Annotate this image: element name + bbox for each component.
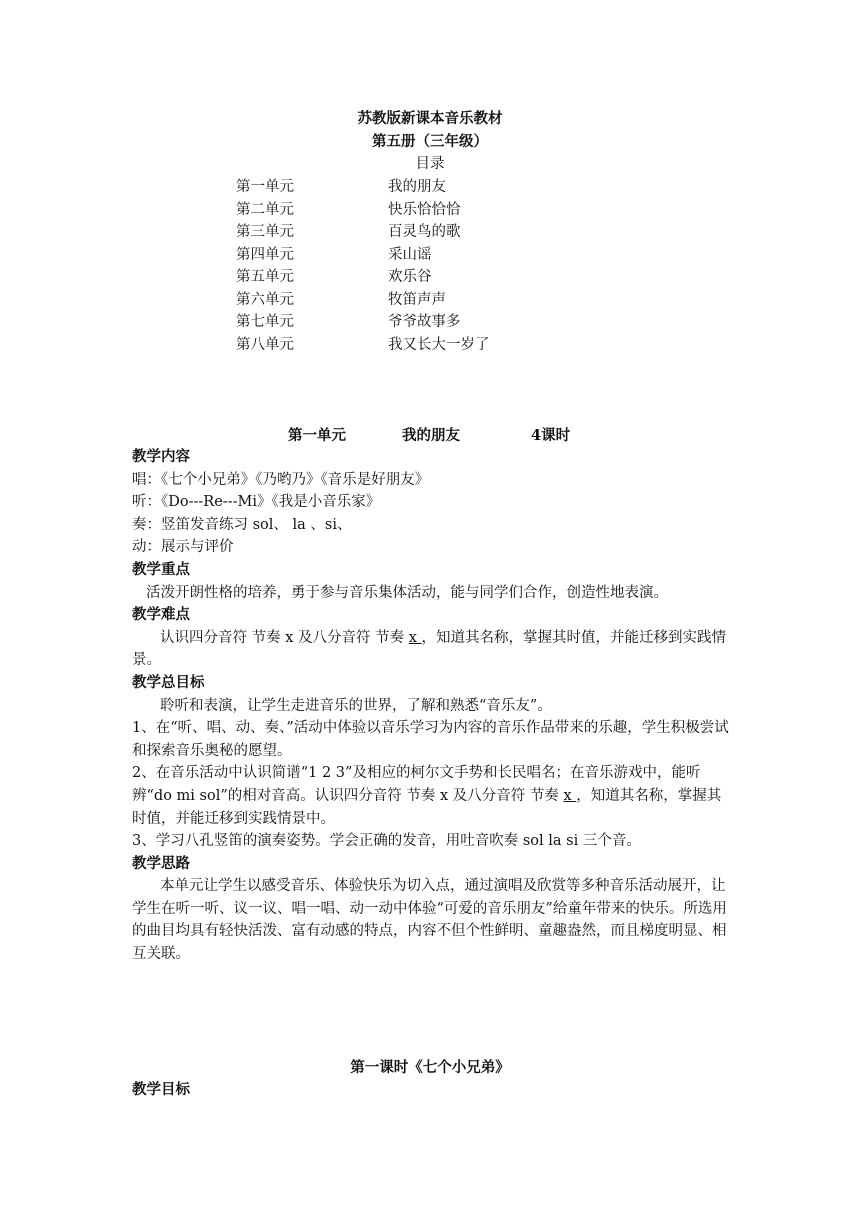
toc-row [236,244,636,267]
focus-text: 活泼开朗性格的培养，勇于参与音乐集体活动，能与同学们合作，创造性地表演。 [146,584,668,601]
toc-row [236,221,636,244]
toc-name: 我的朋友 [388,179,446,195]
content-line: 动：展示与评价 [132,539,234,556]
document-title: 苏教版新课本音乐教材 [357,110,503,127]
goal-2-b: ，知道其名称，掌握其时值，并能迁移到实践情景中。 [132,787,722,827]
goals-intro: 聆听和表演，让学生走进音乐的世界，了解和熟悉“音乐友”。 [160,697,552,714]
toc-name: 采山谣 [388,246,432,263]
focus-heading: 教学重点 [132,560,190,578]
toc-name: 欢乐谷 [388,269,432,285]
goal-item: 3、学习八孔竖笛的演奏姿势。学会正确的发音，用吐音吹奏 sol la si 三个音。 [132,833,641,850]
toc-name: 百灵鸟的歌 [388,224,461,240]
content-line: 奏：竖笛发音练习 sol、 la 、si、 [132,516,352,533]
toc-unit: 第二单元 [236,201,294,218]
toc-row [236,266,636,289]
table-of-contents [236,176,636,356]
goals-heading: 教学总目标 [132,673,205,691]
content-line: 听：《Do---Re---Mi》《我是小音乐家》 [132,494,381,511]
toc-name: 爷爷故事多 [388,314,461,330]
unit-body [132,446,730,966]
toc-name: 快乐恰恰恰 [388,201,461,218]
unit-heading [0,424,860,444]
lesson-title: 第一课时《七个小兄弟》 [350,1059,510,1076]
difficulty-heading: 教学难点 [132,606,190,624]
content-heading: 教学内容 [132,448,190,465]
toc-unit: 第七单元 [236,314,294,330]
toc-name: 牧笛声声 [388,291,446,308]
toc-unit: 第八单元 [236,336,294,353]
toc-row [236,334,636,357]
toc-unit: 第六单元 [236,291,294,308]
toc-row [236,289,636,312]
difficulty-text [132,627,730,672]
toc-unit: 第三单元 [236,224,294,240]
toc-name: 我又长大一岁了 [388,336,490,353]
toc-unit: 第一单元 [236,179,294,195]
idea-heading: 教学思路 [132,854,190,872]
unit-hours: 4课时 [531,427,571,444]
eighth-note-x: x [408,629,422,646]
toc-unit: 第五单元 [236,269,294,285]
document-subtitle: 第五册（三年级） [372,133,488,150]
idea-text: 本单元让学生以感受音乐、体验快乐为切入点，通过演唱及欣赏等多种音乐活动展开，让学生在听一听、议一议、唱一唱、动一动中体验“可爱的音乐朋友”给童年带来的快乐。所选用的曲目均具有轻快活泼、富有动感的特点，内容不但个性鲜明、童趣盎然，而且梯度明显、相互关联。 [132,878,727,963]
eighth-note-x: x [563,787,577,804]
toc-row [236,199,636,222]
goal-item: 1、在“听、唱、动、奏、”活动中体验以音乐学习为内容的音乐作品带来的乐趣，学生积极尝试和探索音乐奥秘的愿望。 [132,720,729,759]
toc-heading: 目录 [415,156,445,172]
toc-row [236,311,636,334]
goal-item [132,762,730,830]
lesson-goal-heading: 教学目标 [132,1081,190,1098]
content-line: 唱：《七个小兄弟》《乃哟乃》《音乐是好朋友》 [132,471,430,488]
difficulty-text-b: ，知道其名称，掌握其时值，并能迁移到实践情景。 [132,629,727,669]
unit-name: 我的朋友 [402,427,460,444]
difficulty-text-a: 认识四分音符 节奏 x 及八分音符 节奏 [160,629,409,646]
toc-unit: 第四单元 [236,246,294,263]
goal-2-a: 2、在音乐活动中认识简谱“1 2 3”及相应的柯尔文手势和长民唱名；在音乐游戏中，能听辨“do mi sol”的相对音高。认识四分音符 节奏 x 及八分音符 节奏 [132,765,701,804]
toc-row [236,176,636,199]
unit-number: 第一单元 [288,427,346,444]
